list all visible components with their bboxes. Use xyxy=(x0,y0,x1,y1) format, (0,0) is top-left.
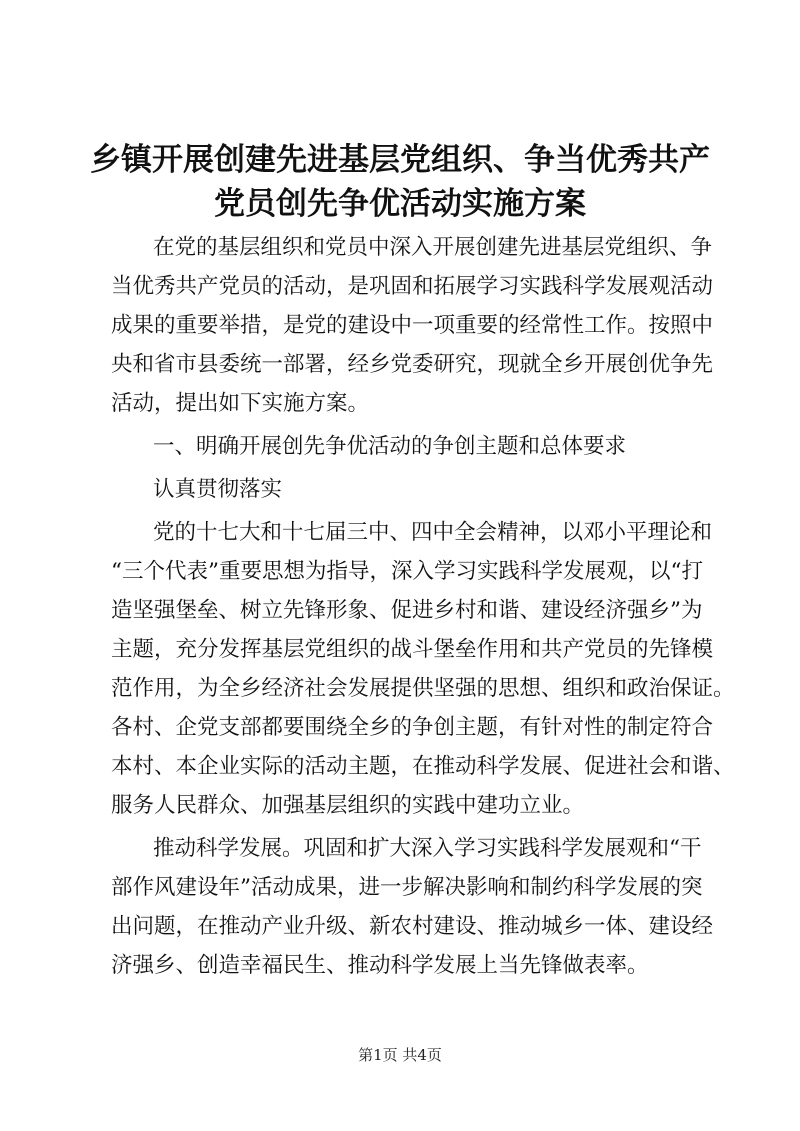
document-title-line-2: 党员创先争优活动实施方案 xyxy=(214,186,586,222)
paragraph-line: 当优秀共产党员的活动，是巩固和拓展学习实践科学发展观活动 xyxy=(111,274,714,299)
paragraph-line: 在党的基层组织和党员中深入开展创建先进基层党组织、争 xyxy=(153,235,713,260)
paragraph-line: 服务人民群众、加强基层组织的实践中建功立业。 xyxy=(111,793,585,818)
section-heading: 一、明确开展创先争优活动的争创主题和总体要求 xyxy=(153,434,627,459)
document-title-line-1: 乡镇开展创建先进基层党组织、争当优秀共产 xyxy=(90,142,710,178)
paragraph-line: 范作用，为全乡经济社会发展提供坚强的思想、组织和政治保证。 xyxy=(111,676,735,701)
paragraph-line: 活动，提出如下实施方案。 xyxy=(111,391,370,416)
paragraph-line: 出问题，在推动产业升级、新农村建设、推动城乡一体、建设经 xyxy=(111,914,714,939)
paragraph-line: 造坚强堡垒、树立先锋形象、促进乡村和谐、建设经济强乡”为 xyxy=(111,598,703,623)
paragraph-line: 本村、本企业实际的活动主题，在推动科学发展、促进社会和谐、 xyxy=(111,754,735,779)
paragraph-line: 央和省市县委统一部署，经乡党委研究，现就全乡开展创优争先 xyxy=(111,352,714,377)
paragraph-line: 成果的重要举措，是党的建设中一项重要的经常性工作。按照中 xyxy=(111,313,714,338)
subheading: 认真贯彻落实 xyxy=(153,477,283,502)
paragraph-line: 推动科学发展。巩固和扩大深入学习实践科学发展观和“干 xyxy=(153,836,702,861)
paragraph-line: 部作风建设年”活动成果，进一步解决影响和制约科学发展的突 xyxy=(111,875,703,900)
page-number-footer: 第1页 共4页 xyxy=(358,1046,442,1064)
paragraph-line: 济强乡、创造幸福民生、推动科学发展上当先锋做表率。 xyxy=(111,953,649,978)
paragraph-line: “三个代表”重要思想为指导，深入学习实践科学发展观，以“打 xyxy=(111,559,703,584)
paragraph-line: 主题，充分发挥基层党组织的战斗堡垒作用和共产党员的先锋模 xyxy=(111,637,714,662)
paragraph-line: 党的十七大和十七届三中、四中全会精神，以邓小平理论和 xyxy=(153,520,713,545)
paragraph-line: 各村、企党支部都要围绕全乡的争创主题，有针对性的制定符合 xyxy=(111,715,714,740)
